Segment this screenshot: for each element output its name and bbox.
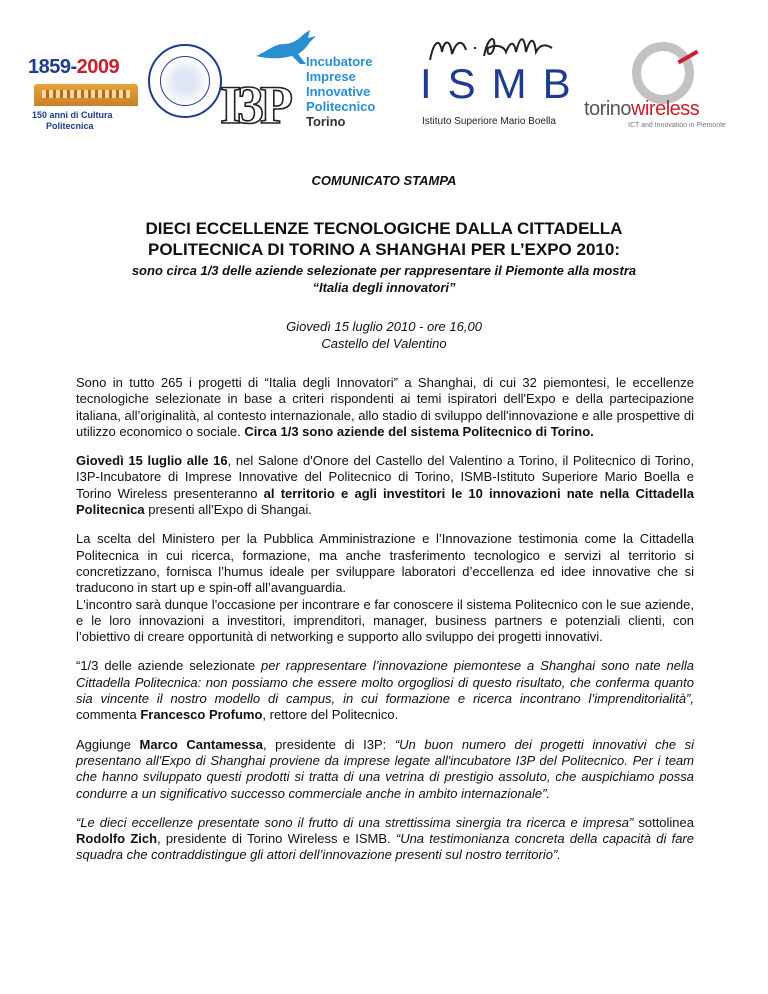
castle-icon (34, 84, 138, 106)
torinowireless-logo (584, 42, 734, 132)
wireless-ring-icon (632, 42, 694, 104)
brand-wireless: wireless (631, 98, 700, 120)
p5-role: , rettore del Politecnico. (262, 707, 399, 723)
i3p-line1: Incubatore (306, 54, 373, 69)
i3p-line5: Torino (306, 114, 346, 129)
p7-person: Rodolfo Zich (76, 831, 158, 847)
years-start: 1859- (28, 56, 77, 78)
p2-text-end: presenti all'Expo di Shangai. (144, 502, 312, 518)
paragraph-1 (76, 375, 694, 440)
i3p-text (306, 54, 375, 129)
paragraph-7 (76, 815, 694, 864)
torinowireless-wordmark (584, 98, 699, 121)
ismb-mark: ISMB (420, 60, 587, 107)
anniversary-line2: Politecnica (46, 121, 94, 131)
headline (0, 218, 768, 260)
anniversary-years (28, 56, 119, 79)
paragraph-3: La scelta del Ministero per la Pubblica Amministrazione e l’Innovazione testimonia come la Cittadella Politecnica in cui ricerca, formazione, ma anche trasferimento tecnologico e servizi al territorio si concretizzano, fornisca l’humus ideale per sviluppare laboratori d’eccellenza ed idee innovative che si traducono in start up e spin-off all’avanguardia. (76, 531, 694, 596)
i3p-line2: Imprese (306, 69, 356, 84)
p7-quote: “Le dieci eccellenze presentate sono il frutto di una strettissima sinergia tra ricerca e impresa” (76, 814, 634, 830)
i3p-line4: Politecnico (306, 99, 376, 114)
event-date: Giovedì 15 luglio 2010 - ore 16,00 (286, 319, 482, 334)
brand-torino: torino (584, 98, 632, 120)
subheadline-line2: “Italia degli innovatori” (312, 280, 456, 295)
p6-text: Aggiunge (76, 736, 140, 752)
ismb-logo (420, 30, 587, 135)
p2-text: , nel Salone d'Onore del Castello del Valentino a Torino, il Politecnico di Torino, I3P-Incubatore di Imprese Innovative del Politecnico di Torino, ISMB-Istituto Superiore Mario Boella e Torino Wireless presenteranno (76, 453, 695, 501)
event-place: Castello del Valentino (321, 336, 447, 351)
p5-comment: commenta (76, 707, 141, 723)
p7-role: , presidente di Torino Wireless e ISMB. (157, 831, 396, 847)
i3p-line3: Innovative (306, 84, 371, 99)
politecnico-seal-icon (148, 44, 222, 118)
p2-bold: al territorio e agli investitori le 10 innovazioni nate nella Cittadella Politecnica (76, 485, 694, 518)
paragraph-4: L'incontro sarà dunque l'occasione per incontrare e far conoscere il sistema Politecnico con le sue aziende, e le loro innovazioni a investitori, imprenditori, manager, business partners e potenziali clienti, con l’obiettivo di creare opportunità di networking e supporto allo sviluppo dei progetti innovativi. (76, 596, 694, 645)
paragraph-5 (76, 658, 694, 723)
years-end: 2009 (76, 56, 120, 78)
headline-line2: POLITECNICA DI TORINO A SHANGHAI PER L’EXPO 2010: (148, 240, 620, 259)
logo-header (0, 0, 768, 150)
p1-bold: Circa 1/3 sono aziende del sistema Politecnico di Torino. (244, 423, 594, 439)
paragraph-6 (76, 737, 694, 802)
article-body (76, 375, 694, 877)
torinowireless-tagline: ICT and Innovation in Piemonte (628, 122, 726, 129)
p2-bold-date: Giovedì 15 luglio alle 16 (76, 453, 228, 469)
p6-quote: “Un buon numero dei progetti innovativi che si presentano all'Expo di Shanghai proviene da imprese legate all'incubatore I3P del Politecnico. Per i team che hanno sviluppato questi prodotti si tratta di una vetrina di prestigio assoluto, che auspichiamo possa condurre a un significativo successo commerciale anche in ambito internazionale”. (76, 736, 695, 801)
p5-person: Francesco Profumo (140, 707, 263, 723)
subheadline-line1: sono circa 1/3 delle aziende selezionate per rappresentare il Piemonte alla mostra (131, 263, 637, 278)
p6-role: , presidente di I3P: (262, 736, 395, 752)
p7-quote-2: “Una testimonianza concreta della capacità di fare squadra che contraddistingue gli attori dell’innovazione presenti sul nostro territorio”. (76, 831, 694, 863)
headline-line1: DIECI ECCELLENZE TECNOLOGICHE DALLA CITTADELLA (145, 219, 623, 238)
i3p-mark: I3P (220, 75, 289, 135)
p7-verb: sottolinea (633, 814, 695, 830)
p6-person: Marco Cantamessa (139, 736, 263, 752)
p5-quote: per rappresentare l’innovazione piemontese a Shanghai sono nate nella Cittadella Politecnica: non possiamo che essere molto orgogliosi di questo risultato, che conferma quanto sia vincente il nostro modello di campus, in cui formazione e ricerca incontrano l’imprenditorialità”, (76, 658, 695, 707)
paragraph-2 (76, 453, 694, 518)
p1-text: Sono in tutto 265 i progetti di “Italia degli Innovatori” a Shanghai, di cui 32 piemontesi, le eccellenze tecnologiche selezionate in base a criteri rispondenti ai temi ispiratori dell'Expo e della partecipazione italiana, all’originalità, al contesto internazionale, allo stadio di sviluppo dell'innovazione e alle prospettive di utilizzo economico o sociale. (76, 375, 694, 439)
subheadline (0, 262, 768, 296)
ismb-subtitle: Istituto Superiore Mario Boella (422, 116, 556, 127)
document-label: COMUNICATO STAMPA (311, 173, 457, 188)
event-info (0, 318, 768, 352)
anniversary-line1: 150 anni di Cultura (32, 110, 113, 120)
i3p-logo (220, 28, 420, 140)
anniversary-logo (28, 44, 146, 134)
p5-text: “1/3 delle aziende selezionate (76, 658, 262, 674)
